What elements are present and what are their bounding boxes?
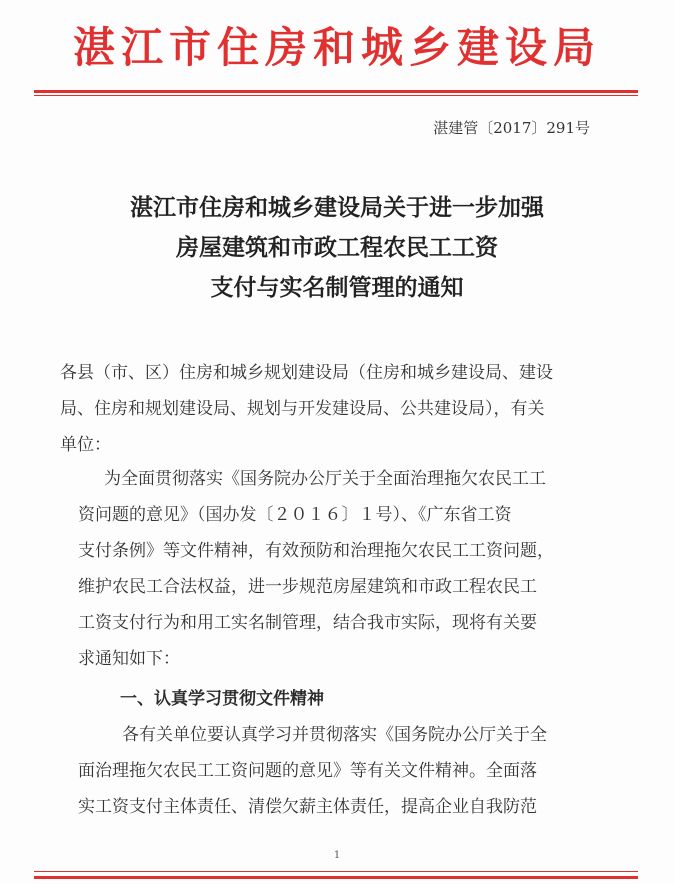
intro-line: 支付条例》等文件精神，有效预防和治理拖欠农民工工资问题， (78, 541, 554, 561)
page-number: 1 (333, 850, 341, 861)
intro-line: 维护农民工合法权益，进一步规范房屋建筑和市政工程农民工 (78, 577, 537, 597)
intro-line: 资问题的意见》（国办发〔２０１６〕１号）、《广东省工资 (78, 505, 512, 525)
section-1-line: 面治理拖欠农民工工资问题的意见》等有关文件精神。全面落 (78, 761, 537, 781)
footer-red-rule-thick (34, 876, 638, 879)
section-1-heading: 一、认真学习贯彻文件精神 (120, 689, 324, 709)
letterhead-red-rule-thick (34, 90, 638, 93)
intro-line: 工资支付行为和用工实名制管理，结合我市实际，现将有关要 (78, 613, 537, 633)
notice-title-line: 支付与实名制管理的通知 (210, 274, 464, 301)
document-number: 湛建管〔2017〕291号 (433, 119, 590, 137)
notice-title-line: 湛江市住房和城乡建设局关于进一步加强 (130, 194, 544, 221)
agency-letterhead-title: 湛江市住房和城乡建设局 (72, 23, 601, 72)
notice-title-line: 房屋建筑和市政工程农民工工资 (176, 234, 498, 261)
addressee-line: 单位： (60, 435, 111, 455)
letterhead-red-rule-thin (34, 95, 638, 96)
section-1-line: 实工资支付主体责任、清偿欠薪主体责任，提高企业自我防范 (78, 797, 537, 817)
addressee-line: 各县（市、区）住房和城乡规划建设局（住房和城乡建设局、建设 (60, 363, 553, 383)
intro-line: 为全面贯彻落实《国务院办公厅关于全面治理拖欠农民工工 (104, 469, 546, 489)
addressee-line: 局、住房和规划建设局、规划与开发建设局、公共建设局），有关 (60, 399, 545, 419)
section-1-line: 各有关单位要认真学习并贯彻落实《国务院办公厅关于全 (122, 725, 547, 745)
notice-title (40, 188, 634, 308)
intro-line: 求通知如下： (78, 649, 180, 669)
footer-red-rule-thin (34, 871, 638, 872)
